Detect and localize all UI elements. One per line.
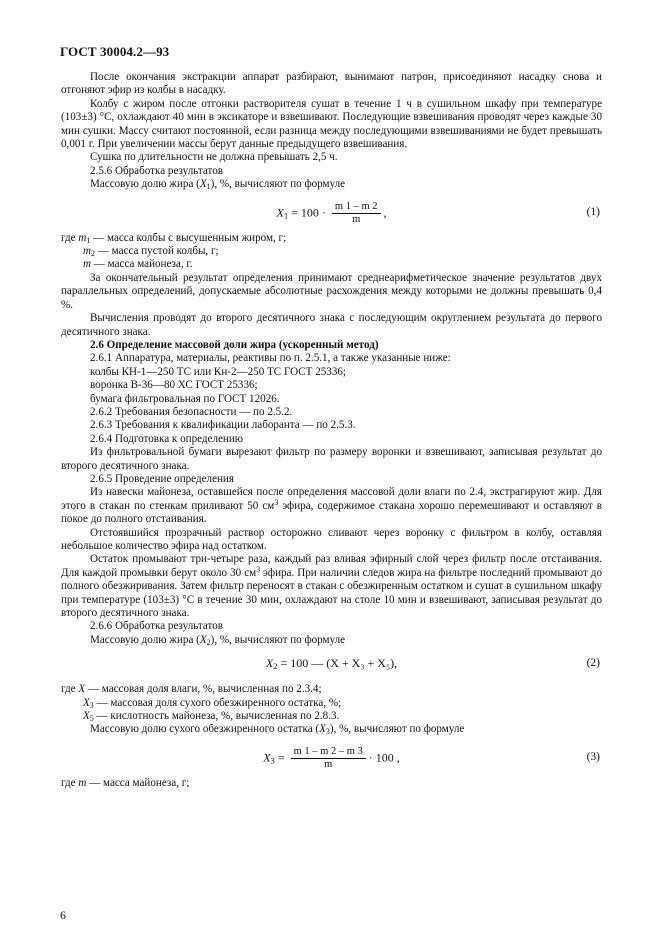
page-body xyxy=(61,71,602,790)
definition: m — масса майонеза, г. xyxy=(83,258,193,271)
formula-number: (1) xyxy=(586,205,600,218)
formula-number: (3) xyxy=(586,750,600,763)
paragraph: Из навески майонеза, оставшейся после определения массовой доли влаги по 2.4, экстрагируют жир. Для этого в стакан по стенкам приливают 50 $см^3$ эфира, содержимое стакана хорошо перемешивают и оставляют в покое до полного отстаивания. xyxy=(61,486,602,526)
subsection: 2.6.3 Требования к квалификации лаборанта — по 2.5.3. xyxy=(90,419,356,432)
subsection: 2.6.5 Проведение определения xyxy=(90,472,234,485)
list-item: воронка В-36—80 ХС ГОСТ 25336; xyxy=(90,379,258,392)
subsection: 2.6.1 Аппаратура, материалы, реактивы по п. 2.5.1, а также указанные ниже: xyxy=(90,352,451,365)
paragraph: Колбу с жиром после отгонки растворителя сушат в течение 1 ч в сушильном шкафу при температуре (103±3) °С, охлаждают 40 мин в эксикаторе и взвешивают. Последующие взвешивания проводят через каждые 30 мин сушки. Массу считают постоянной, если разница между последующими взвешиваниями не будет превышать 0,001 г. При увеличении массы берут данные предыдущего взвешивания. xyxy=(61,97,602,151)
subsection: 2.6.2 Требования безопасности — по 2.5.2. xyxy=(90,405,293,418)
formula-intro: Массовую долю жира $(X_2)$, %, вычисляют по формуле xyxy=(90,633,346,647)
page-number: 6 xyxy=(60,908,66,922)
paragraph: За окончательный результат определения принимают среднеарифметическое значение результатов двух параллельных определений, допускаемые абсолютные расхождения между которыми не должны превышать 0,4 %. xyxy=(61,271,602,311)
fraction: $\frac{m 1 - m 2}{m}$ xyxy=(332,201,381,226)
formula-3-expression: $X_3$ = $\frac{m 1 - m 2 - m 3}{m}$ · 100 , xyxy=(263,745,400,770)
formula-2 xyxy=(61,647,602,683)
formula-3 xyxy=(61,737,602,777)
paragraph: После окончания экстракции аппарат разбирают, вынимают патрон, присоединяют насадку снова и отгоняют эфир из колбы в насадку. xyxy=(61,71,602,97)
paragraph: Вычисления проводят до второго десятичного знака с последующим округлением результата до первого десятичного знака. xyxy=(61,312,602,338)
formula-intro: Массовую долю сухого обезжиренного остатка $(X_3)$, %, вычисляют по формуле xyxy=(90,723,465,737)
definition: где $m_1$ — масса колбы с высушенным жиром, г; xyxy=(61,231,287,245)
definition: $m_2$ — масса пустой колбы, г; xyxy=(83,245,219,259)
section-heading: 2.5.6 Обработка результатов xyxy=(90,164,223,177)
fraction: $\frac{m 1 - m 2 - m 3}{m}$ xyxy=(291,746,366,771)
formula-intro: Массовую долю жира $(X_1)$, %, вычисляют по формуле xyxy=(90,178,346,192)
formula-1-expression: $X_1 = 100$ · $\frac{m 1 - m 2}{m}$ , xyxy=(276,200,387,225)
page-header: ГОСТ 30004.2—93 xyxy=(60,44,170,59)
formula-1 xyxy=(61,192,602,232)
definition: где m — масса майонеза, г; xyxy=(61,776,190,789)
paragraph: Остаток промывают три-четыре раза, каждый раз вливая эфирный слой через фильтр после отстаивания. Для каждой промывки берут около 30 $см^3$ эфира. При наличии следов жира на фильтре последний промывают до полного обезжиривания. Затем фильтр переносят в стакан с обезжиренным остатком и сушат в сушильном шкафу при температуре (103±3) °С в течение 30 мин, охлаждают на столе 10 мин и взвешивают, записывая результат до второго десятичного знака. xyxy=(61,553,602,620)
subsection: 2.6.4 Подготовка к определению xyxy=(90,432,244,445)
subsection: 2.6.6 Обработка результатов xyxy=(90,620,223,633)
formula-2-expression: $X_2 = 100$ — (X + X₃ + X₅), xyxy=(265,656,398,672)
paragraph: Из фильтровальной бумаги вырезают фильтр по размеру воронки и взвешивают, записывая результат до второго десятичного знака. xyxy=(61,446,602,472)
list-item: бумага фильтровальная по ГОСТ 12026. xyxy=(90,392,280,405)
definition: $X_5$ — кислотность майонеза, %, вычисленная по 2.8.3. xyxy=(83,710,340,724)
section-heading: 2.6 Определение массовой доли жира (ускоренный метод) xyxy=(90,338,379,351)
paragraph: Отстоявшийся прозрачный раствор осторожно сливают через воронку с фильтром в колбу, оставляя небольшое количество эфира над остатком. xyxy=(61,526,602,552)
list-item: колбы КН-1—250 ТС или Кн-2—250 ТС ГОСТ 25336; xyxy=(90,365,347,378)
definition: где X — массовая доля влаги, %, вычисленная по 2.3.4; xyxy=(61,683,322,696)
paragraph: Сушка по длительности не должна превышать 2,5 ч. xyxy=(90,151,338,164)
formula-number: (2) xyxy=(586,657,600,670)
definition: $X_3$ — массовая доля сухого обезжиренного остатка, %; xyxy=(83,696,342,710)
